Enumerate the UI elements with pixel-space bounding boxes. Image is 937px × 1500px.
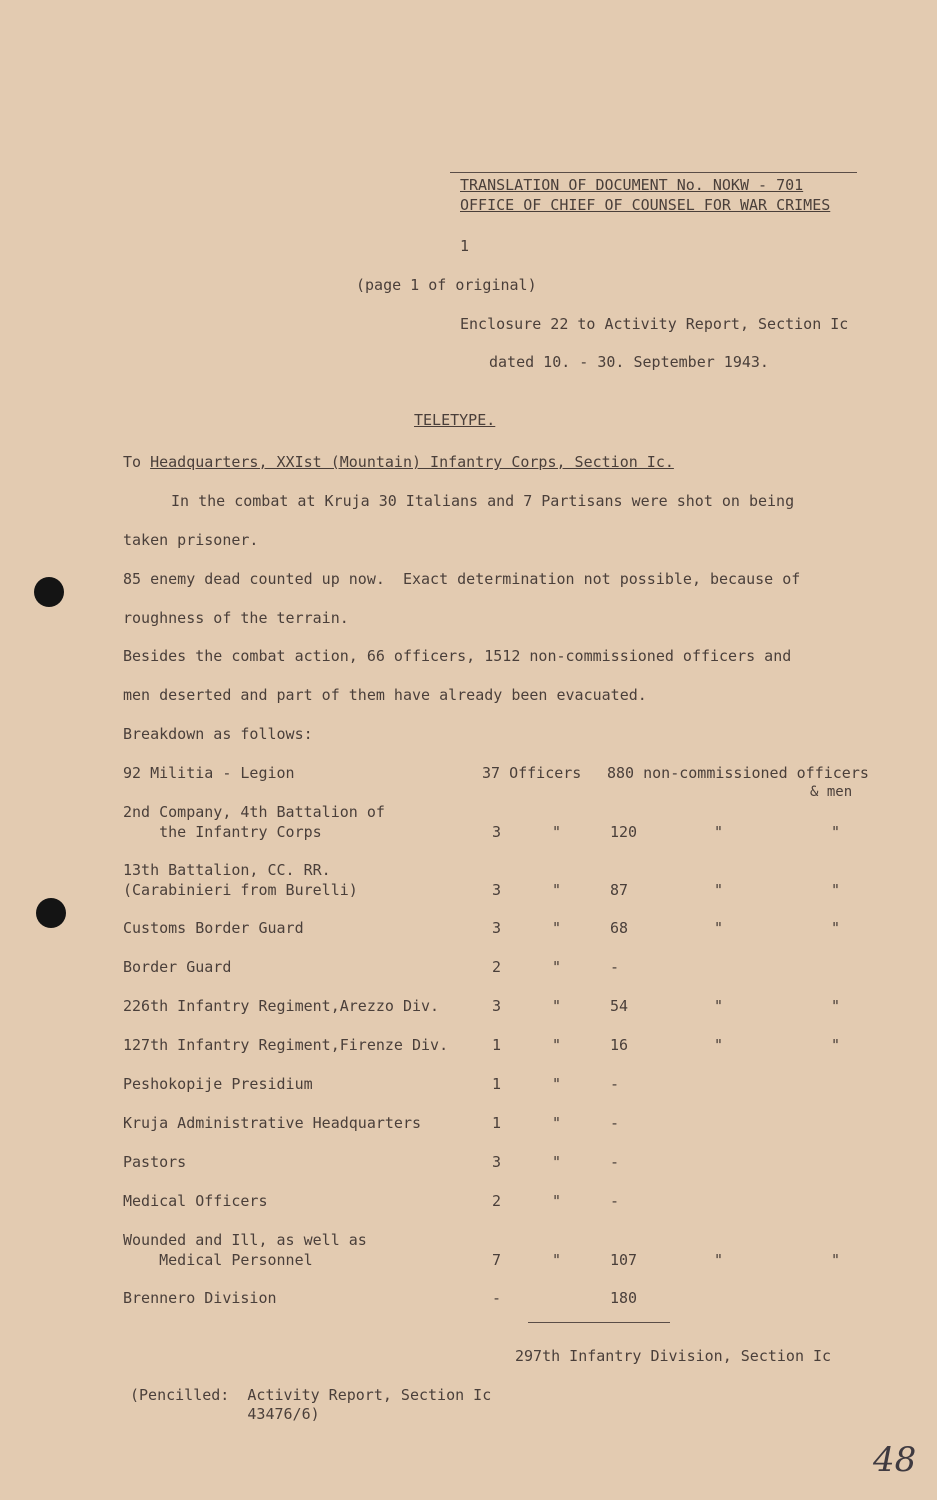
paragraph-2-line-2: roughness of the terrain. (123, 609, 349, 627)
unit-name-line-1: Brennero Division (123, 1289, 277, 1307)
officers-count: 3 (492, 997, 502, 1015)
men-count: 16 (610, 1036, 629, 1054)
men-count: 107 (610, 1251, 638, 1269)
page-number: 1 (460, 237, 470, 255)
translation-line: TRANSLATION OF DOCUMENT No. NOKW - 701 (460, 176, 804, 194)
officers-count: 3 (492, 919, 502, 937)
officers-count: - (492, 1289, 502, 1307)
unit-name-line-1: Medical Officers (123, 1192, 268, 1210)
table-bottom-rule (528, 1322, 670, 1323)
ncos-ditto: " (714, 1251, 724, 1269)
men-count: 68 (610, 919, 629, 937)
men-count: - (610, 958, 620, 976)
unit-name-line-1: Kruja Administrative Headquarters (123, 1114, 422, 1132)
men-ditto: " (831, 919, 841, 937)
header-top-rule (450, 172, 857, 173)
ncos-ditto: " (714, 881, 724, 899)
pencilled-line-1: (Pencilled: Activity Report, Section Ic (130, 1386, 492, 1404)
men-count: 87 (610, 881, 629, 899)
addressee: Headquarters, XXIst (Mountain) Infantry Corps, Section Ic. (150, 453, 674, 471)
ncos-ditto: " (714, 919, 724, 937)
unit-name-line-1: 2nd Company, 4th Battalion of (123, 803, 385, 821)
page-of-original: (page 1 of original) (356, 276, 537, 294)
paragraph-3-line-2: men deserted and part of them have already been evacuated. (123, 686, 647, 704)
unit-name-line-1: Pastors (123, 1153, 187, 1171)
breakdown-officers-militia: 37 Officers (482, 764, 582, 782)
unit-name-line-2: the Infantry Corps (123, 823, 322, 841)
to-prefix: To (123, 453, 151, 471)
unit-name-line-2: (Carabinieri from Burelli) (123, 881, 358, 899)
punch-hole-top (34, 577, 64, 607)
officers-count: 3 (492, 881, 502, 899)
ncos-ditto: " (714, 997, 724, 1015)
officers-count: 2 (492, 1192, 502, 1210)
men-ditto: " (831, 823, 841, 841)
men-count: 54 (610, 997, 629, 1015)
men-ditto: " (831, 1251, 841, 1269)
breakdown-ncos-cont: & men (810, 784, 853, 800)
paragraph-2-line-1: 85 enemy dead counted up now. Exact determination not possible, because of (123, 570, 801, 588)
unit-name-line-1: 13th Battalion, CC. RR. (123, 861, 331, 879)
officers-count: 1 (492, 1114, 502, 1132)
officers-count: 7 (492, 1251, 502, 1269)
officers-ditto: " (552, 1153, 562, 1171)
officers-ditto: " (552, 823, 562, 841)
men-count: - (610, 1192, 620, 1210)
unit-name-line-1: Peshokopije Presidium (123, 1075, 313, 1093)
officers-ditto: " (552, 958, 562, 976)
dated-line: dated 10. - 30. September 1943. (489, 353, 769, 371)
officers-count: 1 (492, 1075, 502, 1093)
teletype-title: TELETYPE. (414, 411, 496, 429)
unit-name-line-1: Border Guard (123, 958, 232, 976)
men-ditto: " (831, 997, 841, 1015)
enclosure-line: Enclosure 22 to Activity Report, Section Ic (460, 315, 849, 333)
ncos-ditto: " (714, 823, 724, 841)
men-count: - (610, 1153, 620, 1171)
men-count: 180 (610, 1289, 638, 1307)
officers-count: 1 (492, 1036, 502, 1054)
unit-name-line-1: 226th Infantry Regiment,Arezzo Div. (123, 997, 440, 1015)
men-ditto: " (831, 1036, 841, 1054)
breakdown-unit-militia: 92 Militia - Legion (123, 764, 295, 782)
men-count: - (610, 1075, 620, 1093)
officers-ditto: " (552, 1251, 562, 1269)
breakdown-intro: Breakdown as follows: (123, 725, 313, 743)
ncos-ditto: " (714, 1036, 724, 1054)
unit-name-line-1: 127th Infantry Regiment,Firenze Div. (123, 1036, 449, 1054)
men-count: 120 (610, 823, 638, 841)
unit-name-line-1: Wounded and Ill, as well as (123, 1231, 367, 1249)
breakdown-ncos-militia: 880 non-commissioned officers (607, 764, 869, 782)
officers-ditto: " (552, 997, 562, 1015)
handwritten-page-number: 48 (873, 1440, 917, 1480)
officers-ditto: " (552, 1036, 562, 1054)
signature: 297th Infantry Division, Section Ic (515, 1347, 832, 1365)
officers-count: 2 (492, 958, 502, 976)
officers-ditto: " (552, 1114, 562, 1132)
paragraph-3-line-1: Besides the combat action, 66 officers, 1512 non-commissioned officers and (123, 647, 792, 665)
pencilled-line-2: 43476/6) (130, 1405, 320, 1423)
unit-name-line-2: Medical Personnel (123, 1251, 313, 1269)
punch-hole-bottom (36, 898, 66, 928)
officers-count: 3 (492, 1153, 502, 1171)
paragraph-1-line-1: In the combat at Kruja 30 Italians and 7 Partisans were shot on being (171, 492, 795, 510)
to-line (123, 452, 674, 472)
officers-count: 3 (492, 823, 502, 841)
unit-name-line-1: Customs Border Guard (123, 919, 304, 937)
officers-ditto: " (552, 1192, 562, 1210)
office-line: OFFICE OF CHIEF OF COUNSEL FOR WAR CRIMES (460, 196, 831, 214)
officers-ditto: " (552, 919, 562, 937)
paragraph-1-line-2: taken prisoner. (123, 531, 259, 549)
officers-ditto: " (552, 1075, 562, 1093)
officers-ditto: " (552, 881, 562, 899)
men-count: - (610, 1114, 620, 1132)
men-ditto: " (831, 881, 841, 899)
